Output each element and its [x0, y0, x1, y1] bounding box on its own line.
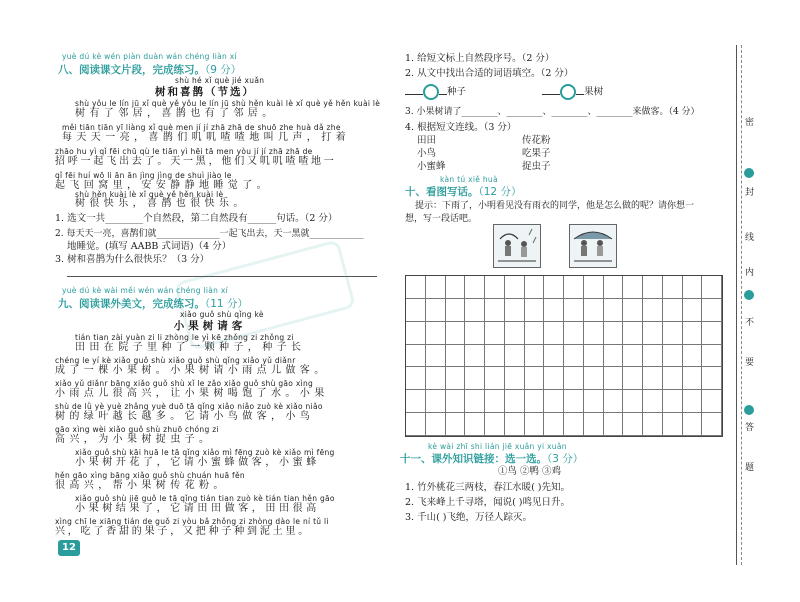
grid-cell[interactable]: [446, 276, 466, 299]
reading-q1: 1. 给短文标上自然段序号。（2 分）: [405, 53, 555, 64]
grid-cell[interactable]: [663, 390, 683, 413]
essay-line: 招呼一起飞出去了。天一黑，他们又叽叽喳喳地一: [55, 156, 337, 167]
grid-cell[interactable]: [406, 413, 426, 436]
binder-char: 不: [745, 318, 755, 328]
grid-cell[interactable]: [525, 390, 545, 413]
essay-line: 很高兴，帮小果树传花粉。: [55, 480, 228, 491]
line-pinyin: chéng le yí kè xiǎo guǒ shù xiǎo guǒ shù qǐng xiǎo yǔ diǎnr: [55, 356, 296, 365]
grid-cell[interactable]: [485, 322, 505, 345]
grid-cell[interactable]: [702, 322, 722, 345]
grid-cell[interactable]: [485, 276, 505, 299]
grid-cell[interactable]: [446, 390, 466, 413]
grid-cell[interactable]: [604, 345, 624, 368]
grid-cell[interactable]: [406, 345, 426, 368]
grid-cell[interactable]: [446, 367, 466, 390]
essay-line: 树很快乐，喜鹊也很快乐。: [75, 198, 248, 209]
grid-cell[interactable]: [465, 367, 485, 390]
grid-cell[interactable]: [485, 390, 505, 413]
line-pinyin: qǐ fēi huí wō li ān ān jìng jìng de shuì jiào le: [55, 171, 232, 180]
grid-cell[interactable]: [564, 322, 584, 345]
binder-char: 封: [745, 188, 755, 198]
grid-cell[interactable]: [683, 390, 703, 413]
grid-cell[interactable]: [604, 413, 624, 436]
grid-cell[interactable]: [465, 390, 485, 413]
grid-cell[interactable]: [683, 276, 703, 299]
grid-cell[interactable]: [702, 276, 722, 299]
essay1-pinyin: shù hé xǐ què jié xuǎn: [175, 76, 265, 85]
grid-cell[interactable]: [446, 345, 466, 368]
binder-char: 内: [745, 268, 755, 278]
grid-cell[interactable]: [465, 322, 485, 345]
reading-q2: 2. 从文中找出合适的词语填空。（2 分）: [405, 68, 574, 79]
grid-cell[interactable]: [623, 413, 643, 436]
match-right-item[interactable]: 传花粉: [522, 135, 551, 146]
grid-cell[interactable]: [663, 367, 683, 390]
line-pinyin: hěn gāo xìng bāng xiǎo guǒ shù chuán huā fěn: [55, 471, 245, 480]
grid-cell[interactable]: [465, 413, 485, 436]
sun-icon: [560, 84, 576, 100]
line-pinyin: xiǎo guǒ shù jiē guǒ le tā qǐng tián tian zuò kè tián tian hěn gāo: [75, 494, 335, 503]
grid-cell[interactable]: [426, 276, 446, 299]
grid-cell[interactable]: [702, 367, 722, 390]
line-pinyin: xiǎo guǒ shù kāi huā le tā qǐng xiǎo mì fēng zuò kè xiǎo mì fēng: [75, 448, 335, 457]
match-right-item[interactable]: 捉虫子: [522, 161, 551, 172]
page-number: 12: [58, 540, 80, 556]
grid-cell[interactable]: [584, 390, 604, 413]
grid-cell[interactable]: [643, 299, 663, 322]
grid-cell[interactable]: [544, 322, 564, 345]
grid-cell[interactable]: [525, 413, 545, 436]
writing-prompt-cont: 想，写一段话吧。: [405, 214, 478, 224]
grid-cell[interactable]: [485, 413, 505, 436]
grid-cell[interactable]: [446, 413, 466, 436]
grid-cell[interactable]: [446, 299, 466, 322]
essay-line: 树的绿叶越长越多。它请小鸟做客，小鸟: [55, 411, 315, 422]
grid-cell[interactable]: [505, 413, 525, 436]
grid-cell[interactable]: [426, 367, 446, 390]
poem-question: 2. 飞来峰上千寻塔，闻说( )鸣见日升。: [405, 497, 571, 508]
poem-question: 1. 竹外桃花三两枝，春江水暖( )先知。: [405, 482, 571, 493]
grid-cell[interactable]: [663, 299, 683, 322]
grid-cell[interactable]: [564, 367, 584, 390]
line-pinyin: gāo xìng wèi xiǎo guǒ shù zhuō chóng zi: [55, 425, 219, 434]
binder-char: 题: [745, 463, 755, 473]
essay-line: 小果树结果了，它请田田做客，田田很高: [75, 503, 320, 514]
grid-cell[interactable]: [485, 367, 505, 390]
line-pinyin: shù de lǜ yè yuè zhǎng yuè duō tā qǐng xiǎo niǎo zuò kè xiǎo niǎo: [55, 402, 323, 411]
essay-line: 成了一棵小果树。小果树请小雨点儿做客。: [55, 365, 329, 376]
grid-cell[interactable]: [584, 413, 604, 436]
options-list: ①鸟 ②鸭 ③鸡: [498, 466, 562, 477]
grid-cell[interactable]: [564, 390, 584, 413]
essay-line: 每天天一亮，喜鹊们叽叽喳喳地叫几声，打着: [62, 132, 350, 143]
grid-cell[interactable]: [406, 390, 426, 413]
grid-cell[interactable]: [505, 322, 525, 345]
grid-cell[interactable]: [683, 299, 703, 322]
grid-cell[interactable]: [683, 345, 703, 368]
essay-line: 小果树开花了，它请小蜜蜂做客，小蜜蜂: [75, 457, 320, 468]
poem-question: 3. 千山( )飞绝，万径人踪灭。: [405, 512, 533, 523]
question-2: 2. 每天天一亮，喜鹊们就______________一起飞出去，天一黑就____________: [55, 229, 364, 239]
grid-cell[interactable]: [426, 413, 446, 436]
grid-cell[interactable]: [623, 390, 643, 413]
grid-cell[interactable]: [663, 413, 683, 436]
question-3: 3. 树和喜鹊为什么很快乐？（3 分）: [55, 254, 210, 265]
grid-cell[interactable]: [623, 322, 643, 345]
line-pinyin: xìng chī le xiāng tián de guǒ zi yòu bǎ zhǒng zi zhòng dào le ní tǔ li: [55, 517, 329, 526]
grid-cell[interactable]: [604, 299, 624, 322]
grid-cell[interactable]: [623, 276, 643, 299]
grid-cell[interactable]: [584, 345, 604, 368]
grid-cell[interactable]: [485, 345, 505, 368]
sec9-title: 九、阅读课外美文，完成练习。（11 分）: [58, 298, 248, 310]
grid-cell[interactable]: [406, 322, 426, 345]
grid-cell[interactable]: [604, 367, 624, 390]
grid-cell[interactable]: [525, 322, 545, 345]
grid-cell[interactable]: [485, 299, 505, 322]
writing-grid[interactable]: [405, 275, 723, 437]
essay2-title: 小果树请客: [173, 320, 247, 332]
grid-cell[interactable]: [702, 413, 722, 436]
grid-cell[interactable]: [643, 413, 663, 436]
grid-cell[interactable]: [683, 367, 703, 390]
grid-cell[interactable]: [426, 299, 446, 322]
grid-cell[interactable]: [525, 367, 545, 390]
grid-cell[interactable]: [584, 276, 604, 299]
line-pinyin: měi tiān tiān yī liàng xǐ què men jí jí zhā zhā de shuō zhe huà dǎ zhe: [62, 123, 341, 132]
grid-cell[interactable]: [584, 299, 604, 322]
binder-dot: [744, 168, 754, 178]
grid-cell[interactable]: [544, 299, 564, 322]
grid-cell[interactable]: [584, 322, 604, 345]
grid-cell[interactable]: [406, 299, 426, 322]
grid-cell[interactable]: [604, 322, 624, 345]
grid-cell[interactable]: [604, 390, 624, 413]
grid-cell[interactable]: [564, 413, 584, 436]
sec11-pinyin: kè wài zhī shi lián jiē xuǎn yi xuǎn: [428, 442, 567, 451]
grid-cell[interactable]: [544, 413, 564, 436]
grid-cell[interactable]: [643, 390, 663, 413]
essay2-pinyin: xiǎo guǒ shù qǐng kè: [180, 310, 264, 319]
illustration-rain-1: [493, 224, 541, 268]
grid-cell[interactable]: [683, 413, 703, 436]
match-left-item[interactable]: 小鸟: [417, 148, 437, 159]
line-pinyin: zhāo hu yì qǐ fēi chū qù le tiān yì hēi tā men yòu jí jí zhā zhā de: [55, 147, 313, 156]
grid-cell[interactable]: [426, 322, 446, 345]
grid-cell[interactable]: [623, 299, 643, 322]
binder-char: 密: [745, 118, 755, 128]
grid-cell[interactable]: [406, 367, 426, 390]
binder-dot: [744, 405, 754, 415]
reading-q3: 3. 小果树请了________、________、________、________来做客。（4 分）: [405, 107, 700, 117]
binder-dot: [744, 290, 754, 300]
binding-line: [736, 45, 737, 565]
sec8-title: 八、阅读课文片段，完成练习。（9 分）: [58, 64, 242, 76]
binder-char: 要: [745, 358, 755, 368]
grid-cell[interactable]: [663, 345, 683, 368]
grid-cell[interactable]: [663, 322, 683, 345]
question-2-cont: 地睡觉。(填写 AABB 式词语)（4 分）: [67, 241, 232, 252]
grid-cell[interactable]: [683, 322, 703, 345]
grid-cell[interactable]: [525, 276, 545, 299]
line-pinyin: shù hěn kuài lè xǐ què yě hěn kuài lè: [75, 190, 224, 199]
essay-line: 起飞回窝里，安安静静地睡觉了。: [55, 180, 271, 191]
grid-cell[interactable]: [505, 367, 525, 390]
essay-line: 田田在院子里种了一颗种子，种子长: [75, 342, 306, 353]
grid-cell[interactable]: [544, 390, 564, 413]
writing-prompt: 提示：下雨了，小明看见没有雨衣的同学，他是怎么做的呢？请你想一: [415, 201, 695, 211]
grid-cell[interactable]: [505, 390, 525, 413]
binder-char: 答: [745, 423, 755, 433]
essay-line: 兴，吃了香甜的果子，又把种子种到泥土里。: [55, 526, 311, 537]
line-pinyin: tián tian zài yuàn zi li zhòng le yì kē zhǒng zi zhǒng zi: [75, 333, 294, 342]
sun-icon: [423, 84, 439, 100]
grid-cell[interactable]: [564, 276, 584, 299]
grid-cell[interactable]: [623, 345, 643, 368]
grid-cell[interactable]: [544, 367, 564, 390]
grid-cell[interactable]: [544, 345, 564, 368]
essay-line: 高兴，为小果树捉虫子。: [55, 434, 214, 445]
sec9-pinyin: yuè dú kè wài měi wén wán chéng liàn xí: [62, 286, 229, 295]
grid-cell[interactable]: [525, 299, 545, 322]
sec11-title: 十一、课外知识链接：选一选。（3 分）: [400, 453, 584, 465]
grid-cell[interactable]: [465, 345, 485, 368]
grid-cell[interactable]: [465, 299, 485, 322]
grid-cell[interactable]: [525, 345, 545, 368]
essay-line: 小雨点儿很高兴，让小果树喝饱了水。小果: [55, 388, 329, 399]
grid-cell[interactable]: [446, 322, 466, 345]
grid-cell[interactable]: [564, 345, 584, 368]
grid-cell[interactable]: [505, 299, 525, 322]
match-left-item[interactable]: 小蜜蜂: [417, 161, 446, 172]
grid-cell[interactable]: [604, 276, 624, 299]
grid-cell[interactable]: [426, 345, 446, 368]
essay1-title: 树和喜鹊（节选）: [155, 86, 255, 98]
binder-char: 线: [745, 233, 755, 243]
grid-cell[interactable]: [643, 322, 663, 345]
grid-cell[interactable]: [505, 276, 525, 299]
grid-cell[interactable]: [465, 276, 485, 299]
grid-cell[interactable]: [702, 299, 722, 322]
fill-blank-row: 种子 果树: [405, 84, 603, 100]
match-right-item[interactable]: 吃果子: [522, 148, 551, 159]
sec10-pinyin: kàn tú xiě huà: [440, 175, 498, 184]
grid-cell[interactable]: [663, 276, 683, 299]
grid-cell[interactable]: [584, 367, 604, 390]
grid-cell[interactable]: [643, 367, 663, 390]
grid-cell[interactable]: [623, 367, 643, 390]
grid-cell[interactable]: [702, 345, 722, 368]
grid-cell[interactable]: [426, 390, 446, 413]
sec10-title: 十、看图写话。（12 分）: [405, 186, 522, 198]
reading-q4: 4. 根据短文连线。（3 分）: [405, 122, 517, 133]
question-1: 1. 选文一共________个自然段，第二自然段有______句话。（2 分）: [55, 213, 338, 224]
line-pinyin: shù yǒu le lín jū xǐ què yě yǒu le lín jū shù hěn kuài lè xǐ què yě hěn kuài lè: [75, 99, 381, 108]
grid-cell[interactable]: [702, 390, 722, 413]
grid-cell[interactable]: [564, 299, 584, 322]
sec8-pinyin: yuè dú kè wén piàn duàn wán chéng liàn xí: [62, 52, 237, 61]
grid-cell[interactable]: [643, 276, 663, 299]
grid-cell[interactable]: [505, 345, 525, 368]
essay-line: 树有了邻居，喜鹊也有了邻居。: [75, 108, 277, 119]
match-left-item[interactable]: 田田: [417, 135, 437, 146]
grid-cell[interactable]: [406, 276, 426, 299]
grid-cell[interactable]: [643, 345, 663, 368]
illustration-rain-2: [569, 224, 617, 268]
line-pinyin: xiǎo yǔ diǎnr bāng xiǎo guǒ shù xǐ le zǎo xiǎo guǒ shù gāo xìng: [55, 379, 314, 388]
binding-dashed-line: [741, 45, 742, 565]
grid-cell[interactable]: [544, 276, 564, 299]
